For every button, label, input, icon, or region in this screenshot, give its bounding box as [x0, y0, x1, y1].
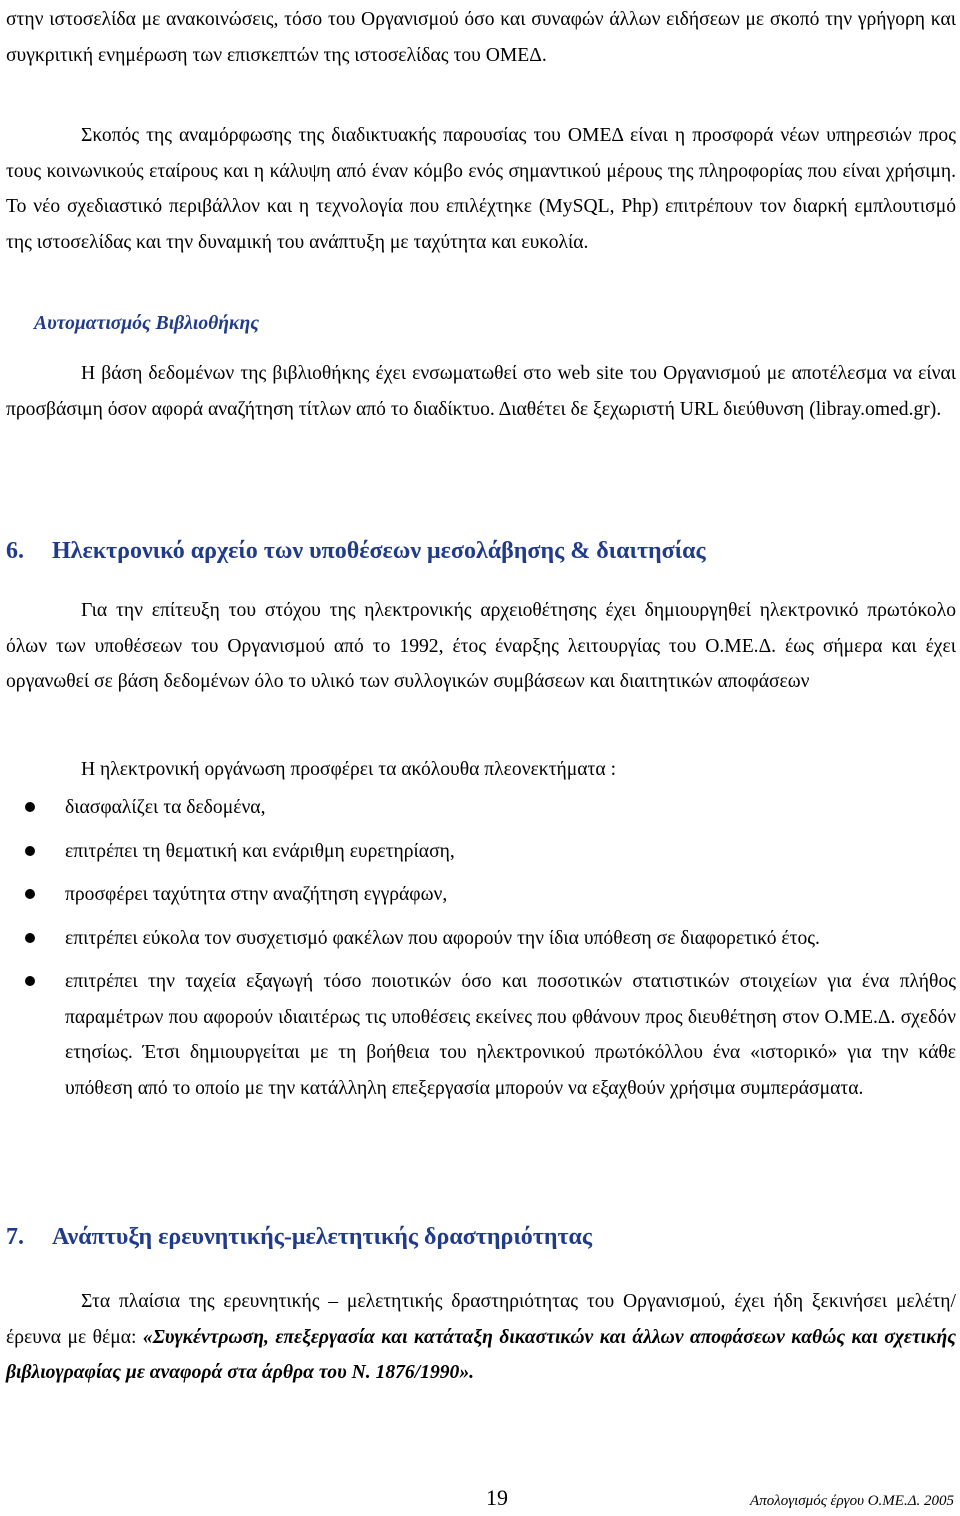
section-6-paragraph: Για την επίτευξη του στόχου της ηλεκτρονικής αρχειοθέτησης έχει δημιουργηθεί ηλεκτρονικό πρωτόκολο όλων των υποθέσεων του Οργανισμού από το 1992, έτος έναρξης λειτουργίας του Ο.ΜΕ.Δ. έως σήμερα και έχει οργανωθεί σε βάση δεδομένων όλο το υλικό των συλλογικών συμβάσεων και διαιτητικών αποφάσεων	[6, 600, 956, 692]
bullet-icon	[25, 933, 35, 943]
bullet-icon	[25, 976, 35, 986]
list-item: επιτρέπει την ταχεία εξαγωγή τόσο ποιοτικών όσο και ποσοτικών στατιστικών στοιχείων για ένα πλήθος παραμέτρων που αφορούν ιδιαιτέρως τις υποθέσεις εκείνες που φθάνουν προς διευθέτηση στον Ο.ΜΕ.Δ. σχεδόν ετησίως. Έτσι δημιουργείται με τη βοήθεια του ηλεκτρονικού πρωτόκόλλου ένα «ιστορικό» για την κάθε υπόθεση από το οποίο με την κατάλληλη επεξεργασία μπορούν να εξαχθούν χρήσιμα συμπεράσματα.	[6, 964, 956, 1106]
section-7-number: 7.	[6, 1224, 24, 1250]
section-7-heading	[6, 1222, 592, 1252]
list-item: επιτρέπει εύκολα τον συσχετισμό φακέλων που αφορούν την ίδια υπόθεση σε διαφορετικό έτος.	[6, 921, 956, 957]
list-item: επιτρέπει τη θεματική και ενάριθμη ευρετηρίαση,	[6, 834, 956, 870]
intro-paragraph-continued: στην ιστοσελίδα με ανακοινώσεις, τόσο του Οργανισμού όσο και συναφών άλλων ειδήσεων με σκοπό την γρήγορη και συγκριτική ενημέρωση των επισκεπτών της ιστοσελίδας του ΟΜΕΔ.	[6, 9, 956, 66]
bullet-icon	[25, 846, 35, 856]
section-6-title: Ηλεκτρονικό αρχείο των υποθέσεων μεσολάβησης & διαιτησίας	[52, 538, 706, 564]
section-7-title: Ανάπτυξη ερευνητικής-μελετητικής δραστηριότητας	[52, 1224, 593, 1250]
section-6-list-intro: Η ηλεκτρονική οργάνωση προσφέρει τα ακόλουθα πλεονεκτήματα :	[81, 759, 617, 780]
section-7-lead-text: Στα πλαίσια της ερευνητικής – μελετητικής δραστηριότητας του Οργανισμού, έχει ήδη ξεκινήσει μελέτη/έρευνα με θέμα:	[6, 1291, 956, 1348]
list-item: προσφέρει ταχύτητα στην αναζήτηση εγγράφων,	[6, 877, 956, 913]
intro-paragraph-redesign: Σκοπός της αναμόρφωσης της διαδικτυακής παρουσίας του ΟΜΕΔ είναι η προσφορά νέων υπηρεσιών προς τους κοινωνικούς εταίρους και η κάλυψη από έναν κόμβο ενός σημαντικού μέρους της πληροφορίας που είναι χρήσιμη. Το νέο σχεδιαστικό περιβάλλον και η τεχνολογία που επιλέχτηκε (MySQL, Php) επιτρέπουν τον διαρκή εμπλουτισμό της ιστοσελίδας και την δυναμική του ανάπτυξη με ταχύτητα και ευκολία.	[6, 125, 956, 253]
page-number: 19	[486, 1485, 508, 1510]
section-7-paragraph	[6, 1284, 956, 1391]
study-title: «Συγκέντρωση, επεξεργασία και κατάταξη δικαστικών και άλλων αποφάσεων καθώς και σχετικής βιβλιογραφίας με αναφορά στα άρθρα του Ν. 1876/1990».	[6, 1326, 956, 1383]
bullet-icon	[25, 889, 35, 899]
advantages-list	[6, 790, 956, 1106]
list-item: διασφαλίζει τα δεδομένα,	[6, 790, 956, 826]
section-6-number: 6.	[6, 538, 24, 564]
library-subheading: Αυτοματισμός Βιβλιοθήκης	[34, 313, 259, 334]
footer-note: Απολογισμός έργου Ο.ΜΕ.Δ. 2005	[750, 1493, 954, 1509]
bullet-icon	[25, 802, 35, 812]
library-paragraph: Η βάση δεδομένων της βιβλιοθήκης έχει ενσωματωθεί στο web site του Οργανισμού με αποτέλεσμα να είναι προσβάσιμη όσον αφορά αναζήτηση τίτλων από το διαδίκτυο. Διαθέτει δε ξεχωριστή URL διεύθυνση (libray.omed.gr).	[6, 363, 956, 420]
section-6-heading	[6, 536, 706, 566]
